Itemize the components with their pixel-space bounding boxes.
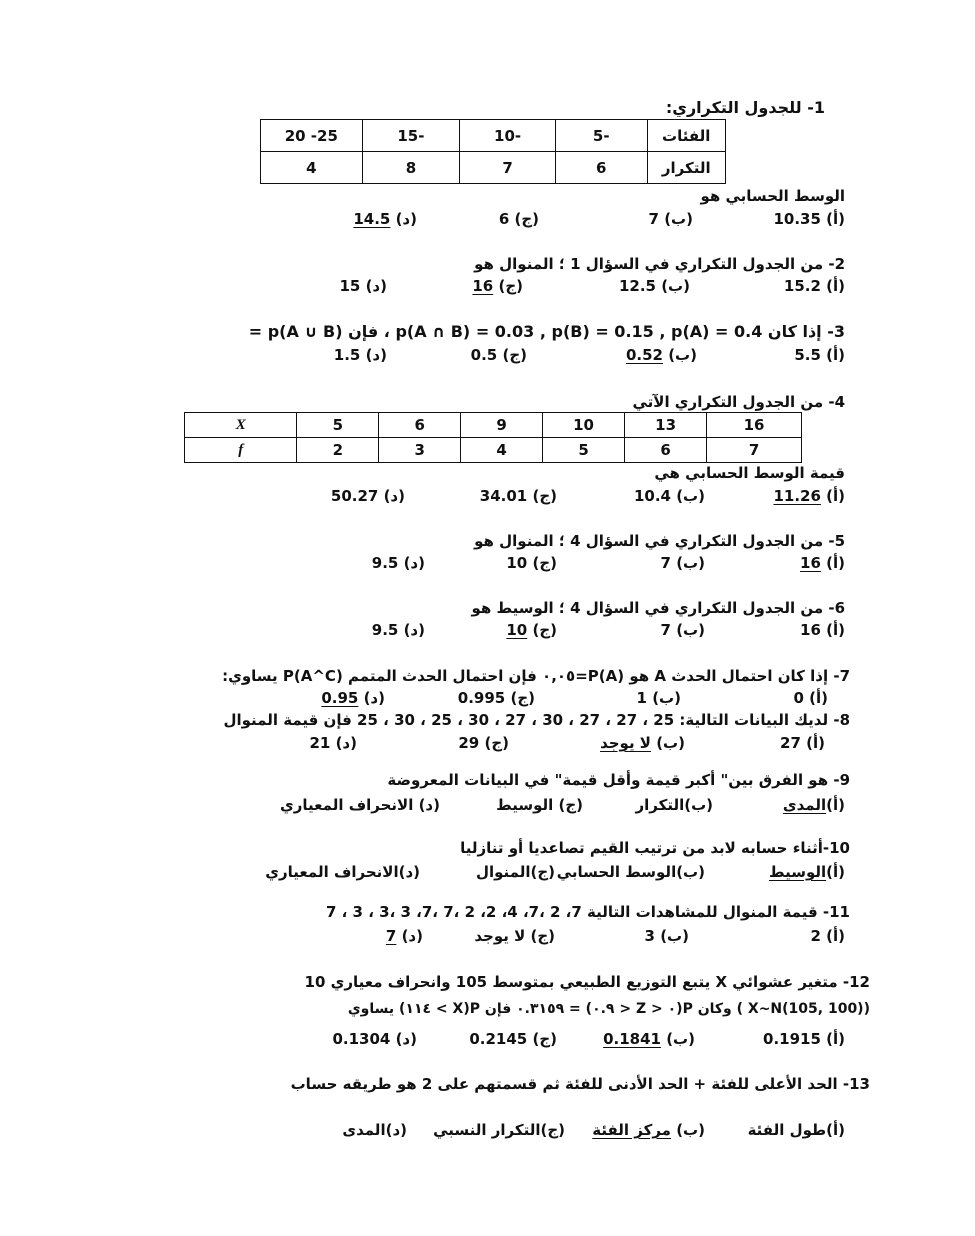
q1-class-cell: 15- <box>362 120 460 152</box>
q1-option-d[interactable] <box>353 209 417 229</box>
q1-option-c[interactable]: (ج) 6 <box>498 210 539 228</box>
q5-option-b[interactable]: (ب) 7 <box>660 554 705 572</box>
q12-option-b[interactable] <box>603 1029 695 1049</box>
q3-option-d[interactable]: (د) 1.5 <box>333 346 387 364</box>
q7-option-d-label: (د) <box>363 689 385 707</box>
q3-option-b-answer: 0.52 <box>625 346 663 364</box>
q2-option-c-label: (ج) <box>498 277 523 295</box>
q7-option-a[interactable]: (أ) 0 <box>793 689 828 707</box>
q5-stem: 5- من الجدول التكراري في السؤال 4 ؛ المنوال هو <box>474 532 845 550</box>
q13-option-b-answer: مركز الفئة <box>592 1121 671 1139</box>
q6-option-a[interactable]: (أ) 16 <box>800 621 845 639</box>
q6-option-c[interactable] <box>506 620 557 640</box>
q13-option-a[interactable]: (أ)طول الفئة <box>747 1121 845 1139</box>
q4-f-header: f <box>185 438 297 463</box>
q11-option-d-label: (د) <box>401 927 423 945</box>
q4-x-cell: 10 <box>543 413 625 438</box>
q6-option-c-label: (ج) <box>532 621 557 639</box>
q4-option-a-label: (أ) <box>826 487 845 505</box>
q9-option-a[interactable] <box>783 795 845 815</box>
q4-x-cell: 9 <box>461 413 543 438</box>
q6-stem: 6- من الجدول التكراري في السؤال 4 ؛ الوسيط هو <box>471 599 845 617</box>
q1-option-a[interactable]: (أ) 10.35 <box>773 210 845 228</box>
q1-class-cell: 5- <box>555 120 647 152</box>
q10-option-d[interactable]: (د)الانحراف المعياري <box>265 863 420 881</box>
q10-option-a-answer: الوسيط <box>769 863 827 881</box>
q4-x-cell: 6 <box>379 413 461 438</box>
q7-option-c[interactable]: (ج) 0.995 <box>457 689 535 707</box>
q4-f-cell: 7 <box>707 438 802 463</box>
q5-option-d[interactable]: (د) 9.5 <box>371 554 425 572</box>
q4-f-cell: 6 <box>625 438 707 463</box>
q12-option-c[interactable]: (ج) 0.2145 <box>469 1030 557 1048</box>
q8-option-b-answer: لا يوجد <box>600 734 651 752</box>
q8-option-d[interactable]: (د) 21 <box>309 734 357 752</box>
q12-option-a[interactable]: (أ) 0.1915 <box>763 1030 845 1048</box>
q11-option-d[interactable] <box>386 926 423 946</box>
q1-title: 1- للجدول التكراري: <box>665 98 825 117</box>
q13-option-c[interactable]: (ج)التكرار النسبي <box>433 1121 565 1139</box>
q3-stem: 3- إذا كان p(A ∩ B) = 0.03 , p(B) = 0.15 , p(A) = 0.4 ، فإن p(A ∪ B) = <box>248 322 845 341</box>
q6-option-c-answer: 10 <box>506 621 528 639</box>
q2-option-d[interactable]: (د) 15 <box>339 277 387 295</box>
q2-option-a[interactable]: (أ) 15.2 <box>783 277 845 295</box>
q4-option-b[interactable]: (ب) 10.4 <box>633 487 705 505</box>
q13-option-b[interactable] <box>592 1120 705 1140</box>
q10-option-a-label: (أ) <box>826 863 845 881</box>
q13-option-d[interactable]: (د)المدى <box>342 1121 407 1139</box>
q12-option-b-label: (ب) <box>666 1030 695 1048</box>
q1-freq-cell: 4 <box>261 152 363 184</box>
q4-f-cell: 5 <box>543 438 625 463</box>
q1-freq-cell: 7 <box>460 152 556 184</box>
q7-option-b[interactable]: (ب) 1 <box>636 689 681 707</box>
q2-stem: 2- من الجدول التكراري في السؤال 1 ؛ المنوال هو <box>474 255 845 273</box>
q4-x-cell: 5 <box>297 413 379 438</box>
q1-stem: الوسط الحسابي هو <box>700 187 845 205</box>
q3-option-a[interactable]: (أ) 5.5 <box>794 346 845 364</box>
q12-stem: 12- متغير عشوائي X يتبع التوزيع الطبيعي بمتوسط 105 وانحراف معياري 10 <box>304 973 870 991</box>
q13-stem: 13- الحد الأعلى للفئة + الحد الأدنى للفئة ثم قسمتهم على 2 هو طريقه حساب <box>290 1075 870 1093</box>
q4-f-cell: 4 <box>461 438 543 463</box>
q4-option-a[interactable] <box>773 486 845 506</box>
q4-x-cell: 16 <box>707 413 802 438</box>
q1-freq-header: التكرار <box>647 152 725 184</box>
q13-option-b-label: (ب) <box>676 1121 705 1139</box>
q7-option-d[interactable] <box>321 688 385 708</box>
q9-stem: 9- هو الفرق بين" أكبر قيمة وأقل قيمة" في البيانات المعروضة <box>387 771 850 789</box>
q12-option-b-answer: 0.1841 <box>603 1030 661 1048</box>
q1-option-d-answer: 14.5 <box>353 210 391 228</box>
q8-option-a[interactable]: (أ) 27 <box>780 734 825 752</box>
q2-option-c[interactable] <box>472 276 523 296</box>
q11-stem: 11- قيمة المنوال للمشاهدات التالية 7، 2 ،7، 4، 2، 2 ،7 ،7، 3 ،3 ، 3 ، 7 <box>325 903 850 921</box>
q4-option-d[interactable]: (د) 50.27 <box>330 487 405 505</box>
q4-x-cell: 13 <box>625 413 707 438</box>
q4-option-a-answer: 11.26 <box>773 487 821 505</box>
q10-option-a[interactable] <box>769 862 845 882</box>
q6-option-d[interactable]: (د) 9.5 <box>371 621 425 639</box>
q11-option-b[interactable]: (ب) 3 <box>644 927 689 945</box>
q6-option-b[interactable]: (ب) 7 <box>660 621 705 639</box>
q1-freq-cell: 6 <box>555 152 647 184</box>
q8-stem: 8- لديك البيانات التالية: 25 ، 27 ، 27 ، 30 ، 27 ، 30 ، 25 ، 30 ، 25 فإن قيمة المنوال <box>223 711 850 729</box>
q5-option-a-answer: 16 <box>800 554 821 572</box>
q4-stem: قيمة الوسط الحسابي هي <box>654 464 845 482</box>
q4-option-c[interactable]: (ج) 34.01 <box>479 487 557 505</box>
q8-option-b-label: (ب) <box>656 734 685 752</box>
q10-option-c[interactable]: (ج)المنوال <box>475 863 555 881</box>
q10-stem: 10-أثناء حسابه لابد من ترتيب القيم تصاعديا أو تنازليا <box>460 839 850 857</box>
q1-class-cell: 10- <box>460 120 556 152</box>
q9-option-b[interactable]: (ب)التكرار <box>635 796 713 814</box>
q5-option-c[interactable]: (ج) 10 <box>506 554 557 572</box>
q4-title: 4- من الجدول التكراري الآتي <box>632 393 845 411</box>
q5-option-a[interactable] <box>800 553 845 573</box>
q9-option-a-label: (أ) <box>826 796 845 814</box>
q3-option-b[interactable] <box>626 345 697 365</box>
q2-option-b[interactable]: (ب) 12.5 <box>618 277 690 295</box>
q11-option-a[interactable]: (أ) 2 <box>810 927 845 945</box>
q4-f-cell: 3 <box>379 438 461 463</box>
q7-option-d-answer: 0.95 <box>321 689 359 707</box>
q1-option-b[interactable]: (ب) 7 <box>648 210 693 228</box>
q12-option-d[interactable]: (د) 0.1304 <box>332 1030 417 1048</box>
q12-line2: (X~N(105, 100) ) وكان P(٠ < Z < ٠.٩) = ٠.٣١٥٩ فإن P(X > ١١٤) يساوي <box>347 1001 870 1017</box>
q11-option-c[interactable]: (ج) لا يوجد <box>474 927 555 945</box>
q8-option-c[interactable]: (ج) 29 <box>458 734 509 752</box>
q11-option-d-answer: 7 <box>385 927 397 945</box>
q1-freq-cell: 8 <box>362 152 460 184</box>
q9-option-a-answer: المدى <box>782 796 827 814</box>
q7-stem: 7- إذا كان احتمال الحدث A هو P(A)=٠,٠٥ فإن احتمال الحدث المتمم P(A^C) يساوي: <box>222 667 850 685</box>
q10-option-b[interactable]: (ب)الوسط الحسابي <box>556 863 705 881</box>
q4-f-cell: 2 <box>297 438 379 463</box>
q4-frequency-table <box>184 412 802 463</box>
q1-class-header: الفئات <box>647 120 725 152</box>
q5-option-a-label: (أ) <box>826 554 845 572</box>
q2-option-c-answer: 16 <box>472 277 494 295</box>
q3-option-b-label: (ب) <box>668 346 697 364</box>
q1-class-cell: 20 -25 <box>261 120 363 152</box>
q8-option-b[interactable] <box>600 733 685 753</box>
q4-x-header: X <box>185 413 297 438</box>
q3-option-c[interactable]: (ج) 0.5 <box>470 346 527 364</box>
q9-option-d[interactable]: (د) الانحراف المعياري <box>280 796 440 814</box>
q9-option-c[interactable]: (ج) الوسيط <box>496 796 583 814</box>
q1-frequency-table <box>260 119 726 184</box>
q1-option-d-label: (د) <box>395 210 417 228</box>
